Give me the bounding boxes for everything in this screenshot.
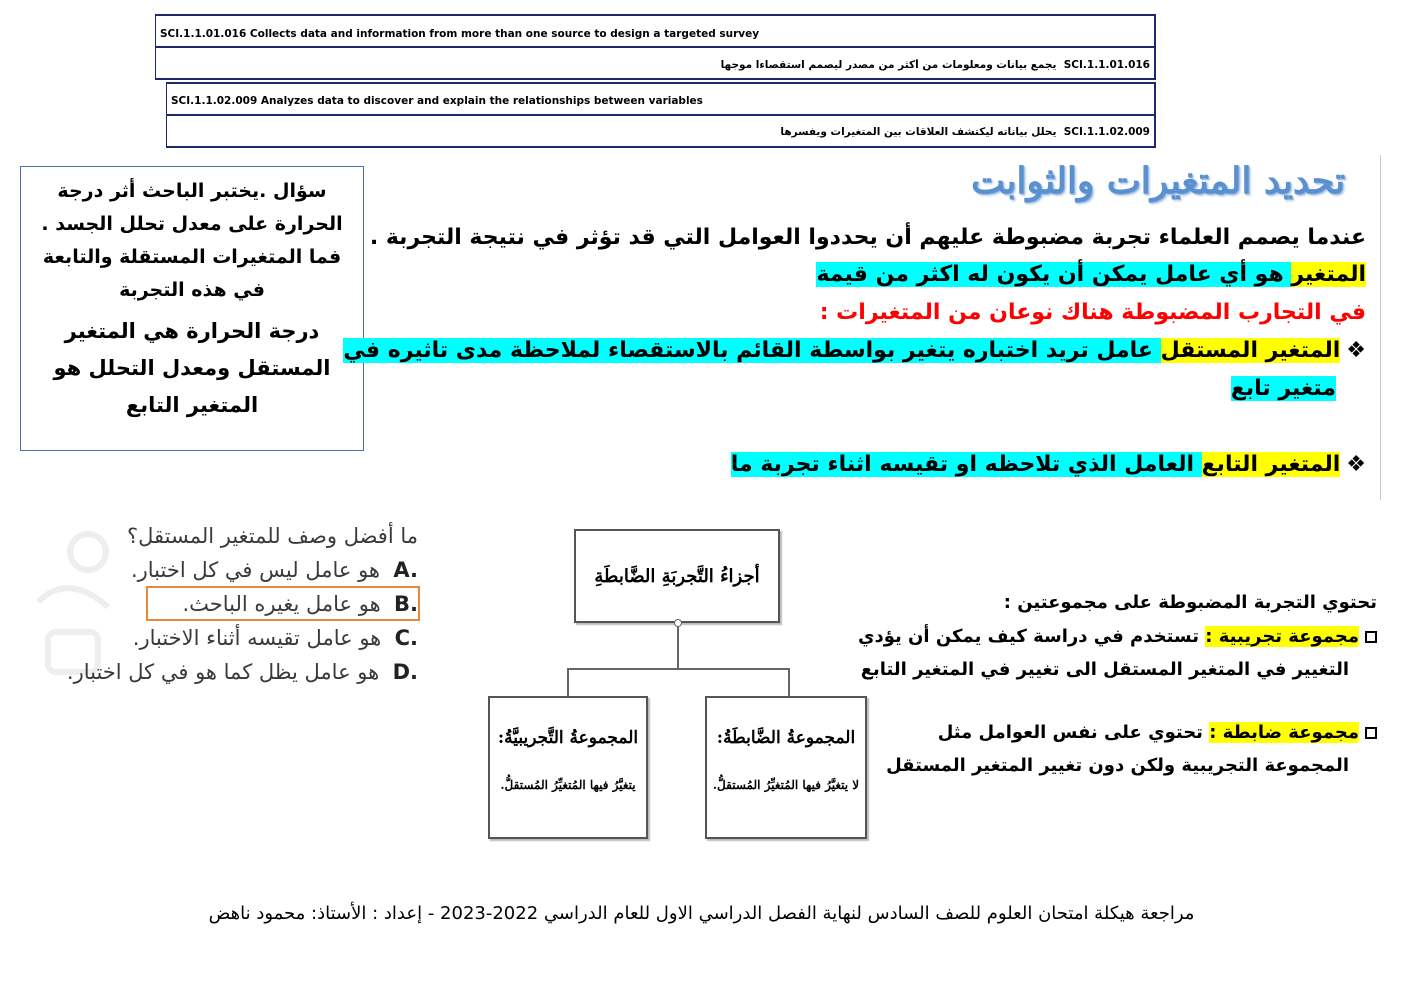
diagram-connector-left [567,668,569,696]
dependent-definition [731,452,1366,477]
mcq-option-c[interactable] [133,626,418,650]
option-text: هو عامل يغيره الباحث. [182,592,381,616]
standard-2-arabic-text: يحلل بياناته ليكتشف العلاقات بين المتغيرات ويفسرها [780,126,1057,138]
option-letter: C. [394,626,418,650]
standard-2-arabic [167,126,1154,138]
diagram-connector-vertical [677,627,679,669]
option-letter: B. [394,592,418,616]
checkbox-square-icon [1365,631,1377,643]
independent-definition [343,338,1366,363]
experimental-group-term: مجموعة تجريبية : [1205,626,1359,647]
experimental-group-desc: يتغيَّرُ فيها المُتغيِّرُ المُستقلُّ. [500,778,636,792]
option-letter: D. [392,660,418,684]
diagram-connector-dot [674,619,682,627]
standard-1-code: SCI.1.1.01.016 [1063,59,1150,71]
variable-def: هو أي عامل يمكن أن يكون له اكثر من قيمة [816,262,1292,287]
experimental-group-line1: تستخدم في دراسة كيف يمكن أن يؤدي [857,626,1206,647]
page-footer: مراجعة هيكلة امتحان العلوم للصف السادس لنهاية الفصل الدراسي الاول للعام الدراسي 2022-2023 - إعداد : الأستاذ: محمود ناهض [208,903,1195,924]
control-group-term: مجموعة ضابطة : [1209,722,1359,743]
independent-def: عامل تريد اختباره يتغير بواسطة القائم بالاستقصاء لملاحظة مدى تاثيره في [343,338,1161,363]
control-group-title: المجموعةُ الضَّابطَةُ: [716,728,856,748]
dependent-def: العامل الذي تلاحظه او تقيسه اثناء تجربة ما [730,452,1202,477]
answer-text: درجة الحرارة هي المتغير المستقل ومعدل التحلل هو المتغير التابع [53,319,331,417]
groups-heading: تحتوي التجربة المضبوطة على مجموعتين : [1003,592,1377,613]
question-text: سؤال .يختبر الباحث أثر درجة الحرارة على معدل تحلل الجسد . فما المتغيرات المستقلة والتابعة في هذه التجربة [41,180,343,301]
section-divider [1380,155,1381,500]
mcq-option-a[interactable] [131,558,418,582]
standard-2-english: SCI.1.1.02.009 Analyzes data to discover and explain the relationships between variables [171,95,703,107]
option-text: هو عامل ليس في كل اختبار. [130,558,381,582]
independent-def-2: متغير تابع [1230,376,1336,401]
control-group-line [938,722,1377,743]
diagram-connector-right [788,668,790,696]
control-group-line-2: المجموعة التجريبية ولكن دون تغيير المتغير المستقل [886,755,1349,776]
standard-1-arabic [156,59,1154,71]
standard-box-1 [155,14,1156,80]
section-title: تحديد المتغيرات والثوابت [971,160,1345,202]
diagram-root-label: أجزاءُ التَّجربَةِ الضَّابطَةِ [594,565,760,587]
option-letter: A. [393,558,418,582]
control-group-desc: لا يتغيَّرُ فيها المُتغيِّرُ المُستقلُّ. [712,778,860,792]
variable-term: المتغير [1291,262,1366,287]
option-text: هو عامل تقيسه أثناء الاختبار. [132,626,382,650]
standard-box-2 [166,82,1156,148]
bullet-icon: ❖ [1346,452,1366,477]
standard-2-code: SCI.1.1.02.009 [1063,126,1150,138]
standard-1-english: SCI.1.1.01.016 Collects data and information from more than one source to design a targeted survey [160,28,760,40]
control-group-line1: تحتوي على نفس العوامل مثل [937,722,1210,743]
mcq-option-d[interactable] [67,660,418,684]
checkbox-square-icon [1365,727,1377,739]
independent-definition-cont [1231,376,1336,401]
bullet-icon: ❖ [1346,338,1366,363]
diagram-experimental-group [488,696,648,839]
option-text: هو عامل يظل كما هو في كل اختبار. [66,660,380,684]
diagram-control-group [705,696,867,839]
diagram-connector-horizontal [567,668,790,670]
question-box [20,166,364,451]
variable-definition [816,262,1366,287]
experimental-group-line-2: التغيير في المتغير المستقل الى تغيير في المتغير التابع [860,659,1349,680]
dependent-term: المتغير التابع [1201,452,1341,477]
independent-term: المتغير المستقل [1160,338,1341,363]
experimental-group-line [858,626,1377,647]
intro-line: عندما يصمم العلماء تجربة مضبوطة عليهم أن يحددوا العوامل التي قد تؤثر في نتيجة التجربة . [369,225,1366,250]
diagram-root [574,529,780,623]
mcq-question: ما أفضل وصف للمتغير المستقل؟ [126,524,418,548]
standard-2-divider [167,114,1154,116]
experimental-group-title: المجموعةُ التَّجريبيَّةُ: [497,728,639,748]
types-heading: في التجارب المضبوطة هناك نوعان من المتغيرات : [819,300,1366,325]
mcq-option-b[interactable] [182,592,418,616]
standard-1-arabic-text: يجمع بيانات ومعلومات من أكثر من مصدر ليصمم استقصاءا موجها [720,59,1057,71]
standard-1-divider [156,46,1154,48]
